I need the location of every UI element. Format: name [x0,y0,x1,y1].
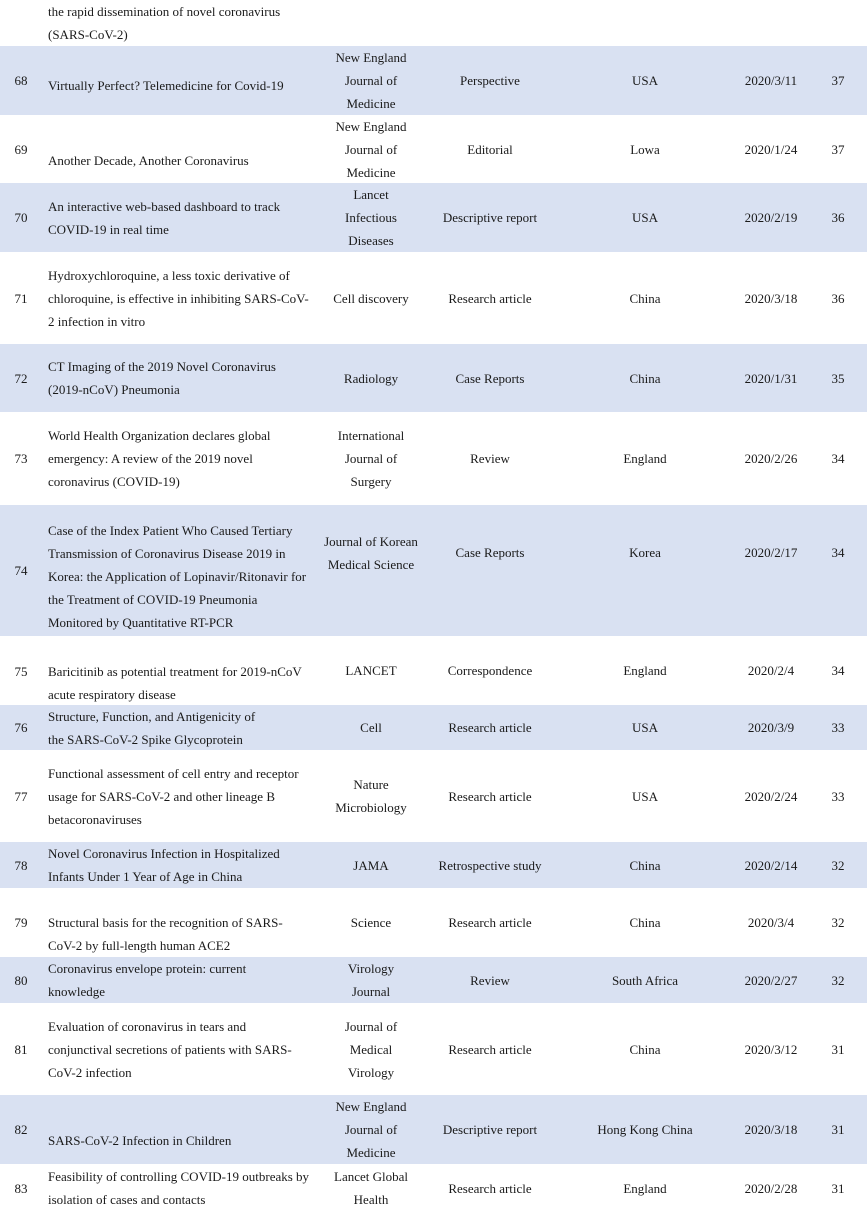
article-title: Functional assessment of cell entry and receptor usage for SARS-CoV-2 and other lineage B betacoronaviruses [48,765,299,827]
table-row [0,957,867,1003]
country: USA [631,788,658,804]
article-type: Research article [448,1180,532,1196]
journal-name: New England Journal of Medicine [335,118,407,180]
article-type: Research article [448,915,532,930]
country: England [623,1180,667,1196]
country: China [629,915,661,930]
journal-name: Cell [360,720,382,735]
publish-date: 2020/2/27 [744,972,798,988]
row-number: 69 [14,141,28,157]
article-title: Hydroxychloroquine, a less toxic derivative of chloroquine, is effective in inhibiting SARS-CoV-2 infection in vitro [48,267,309,329]
article-title: An interactive web-based dashboard to track COVID-19 in real time [48,198,281,237]
article-type: Case Reports [455,545,525,560]
row-number: 72 [14,370,28,386]
article-title: Structure, Function, and Antigenicity of the SARS-CoV-2 Spike Glycoprotein [48,708,256,747]
article-title: Baricitinib as potential treatment for 2019-nCoV acute respiratory disease [48,663,302,702]
row-number: 74 [14,563,28,578]
table-row [0,183,867,252]
row-number: 70 [14,210,28,225]
table-row [0,705,867,750]
article-type: Editorial [467,141,513,157]
publish-date: 2020/2/17 [744,545,798,560]
journal-name: Radiology [343,370,399,386]
journal-name: Virology Journal [347,961,395,999]
country: USA [631,720,658,735]
journal-name: Cell discovery [333,290,409,306]
country: China [629,1041,661,1057]
row-number: 82 [14,1122,28,1137]
journal-name: New England Journal of Medicine [335,1099,407,1160]
publish-date: 2020/3/18 [744,1122,798,1137]
journal-name: International Journal of Surgery [337,428,405,489]
article-type: Correspondence [447,663,533,678]
table-row [0,842,867,888]
journal-name: Science [350,915,392,930]
article-title: Feasibility of controlling COVID-19 outbreaks by isolation of cases and contacts [48,1169,310,1207]
citation-count: 37 [831,141,845,157]
publish-date: 2020/2/14 [744,857,798,873]
row-number: 81 [14,1041,28,1057]
citation-count: 34 [831,663,845,678]
publish-date: 2020/2/4 [747,663,795,678]
article-type: Case Reports [455,370,525,386]
citation-count: 32 [831,915,845,930]
article-title: Coronavirus envelope protein: current knowledge [48,961,247,999]
journal-name: Journal of Medical Virology [344,1018,398,1080]
article-title: Case of the Index Patient Who Caused Tertiary Transmission of Coronavirus Disease 2019 in Korea: the Application of Lopinavir/Ritonavir for the Treatment of COVID-19 Pneumonia Monitored by Quantitative RT-PCR [48,523,307,630]
publish-date: 2020/1/24 [744,141,798,157]
citation-count: 31 [831,1041,845,1057]
table-row [0,750,867,842]
row-number: 71 [14,290,28,306]
citation-count: 34 [831,451,845,466]
table-row [0,505,867,636]
publish-date: 2020/3/4 [747,915,795,930]
publish-date: 2020/2/26 [744,451,798,466]
article-title: the rapid dissemination of novel coronavirus (SARS-CoV-2) [48,3,281,42]
table-row [0,252,867,344]
row-number: 78 [14,857,28,873]
country: Lowa [630,141,660,157]
citation-count: 37 [831,73,845,88]
citation-count: 36 [831,210,845,225]
article-title: Novel Coronavirus Infection in Hospitalized Infants Under 1 Year of Age in China [48,846,280,884]
article-title: Virtually Perfect? Telemedicine for Covid-19 [48,78,284,93]
row-number: 77 [14,788,28,804]
article-title: SARS-CoV-2 Infection in Children [48,1133,232,1148]
journal-name: LANCET [345,663,397,678]
country: USA [631,73,658,88]
article-title: Another Decade, Another Coronavirus [48,152,249,168]
publish-date: 2020/2/28 [744,1180,798,1196]
publish-date: 2020/2/19 [744,210,798,225]
article-type: Research article [448,1041,532,1057]
article-title: Structural basis for the recognition of SARS-CoV-2 by full-length human ACE2 [48,914,283,953]
citation-count: 33 [831,720,845,735]
country: China [629,290,661,306]
article-type: Research article [448,290,532,306]
citation-count: 34 [831,545,845,560]
journal-name: Lancet Infectious Diseases [345,187,397,248]
table-row-partial [0,0,867,45]
journal-name: New England Journal of Medicine [335,50,407,111]
table-row [0,1164,867,1212]
article-type: Review [470,972,510,988]
country: South Africa [611,972,679,988]
table-row [0,636,867,705]
row-number: 68 [14,73,28,88]
article-title: CT Imaging of the 2019 Novel Coronavirus (2019-nCoV) Pneumonia [48,359,276,397]
table-row [0,1003,867,1095]
country: Hong Kong China [597,1122,693,1137]
article-type: Descriptive report [442,210,538,225]
citation-count: 31 [831,1180,845,1196]
article-type: Research article [448,720,532,735]
article-title: World Health Organization declares global emergency: A review of the 2019 novel coronavirus (COVID-19) [48,428,271,489]
row-number: 79 [14,915,28,930]
citation-count: 35 [831,370,845,386]
publish-date: 2020/3/9 [747,720,795,735]
row-number: 75 [14,663,28,679]
country: China [629,370,661,386]
table-row [0,115,867,183]
row-number: 80 [14,972,28,988]
journal-name: Journal of Korean Medical Science [324,533,418,572]
citation-count: 31 [831,1122,845,1137]
journal-name: Lancet Global Health [334,1169,408,1207]
article-type: Perspective [460,73,520,88]
citation-count: 32 [831,857,845,873]
publish-date: 2020/3/12 [744,1041,798,1057]
country: China [629,857,661,873]
journal-name: JAMA [353,857,389,873]
publish-date: 2020/3/11 [744,73,798,88]
country: USA [631,210,658,225]
publish-date: 2020/3/18 [744,290,798,306]
publish-date: 2020/1/31 [744,370,798,386]
citation-count: 33 [831,788,845,804]
country: Korea [629,545,661,560]
journal-name: Nature Microbiology [335,777,407,815]
country: England [623,451,667,466]
row-number: 83 [14,1180,28,1196]
country: England [623,663,667,678]
row-number: 73 [14,451,28,466]
article-type: Descriptive report [442,1122,538,1137]
table-row [0,46,867,115]
table-row [0,412,867,505]
citation-count: 36 [831,290,845,306]
row-number: 76 [14,720,28,735]
table-row [0,1095,867,1164]
table-row [0,344,867,412]
article-type: Retrospective study [438,857,542,873]
citation-count: 32 [831,972,845,988]
article-title: Evaluation of coronavirus in tears and conjunctival secretions of patients with SARS-CoV-2 infection [48,1018,292,1080]
article-type: Review [470,451,510,466]
table-row [0,888,867,957]
article-type: Research article [448,788,532,804]
publish-date: 2020/2/24 [744,788,798,804]
